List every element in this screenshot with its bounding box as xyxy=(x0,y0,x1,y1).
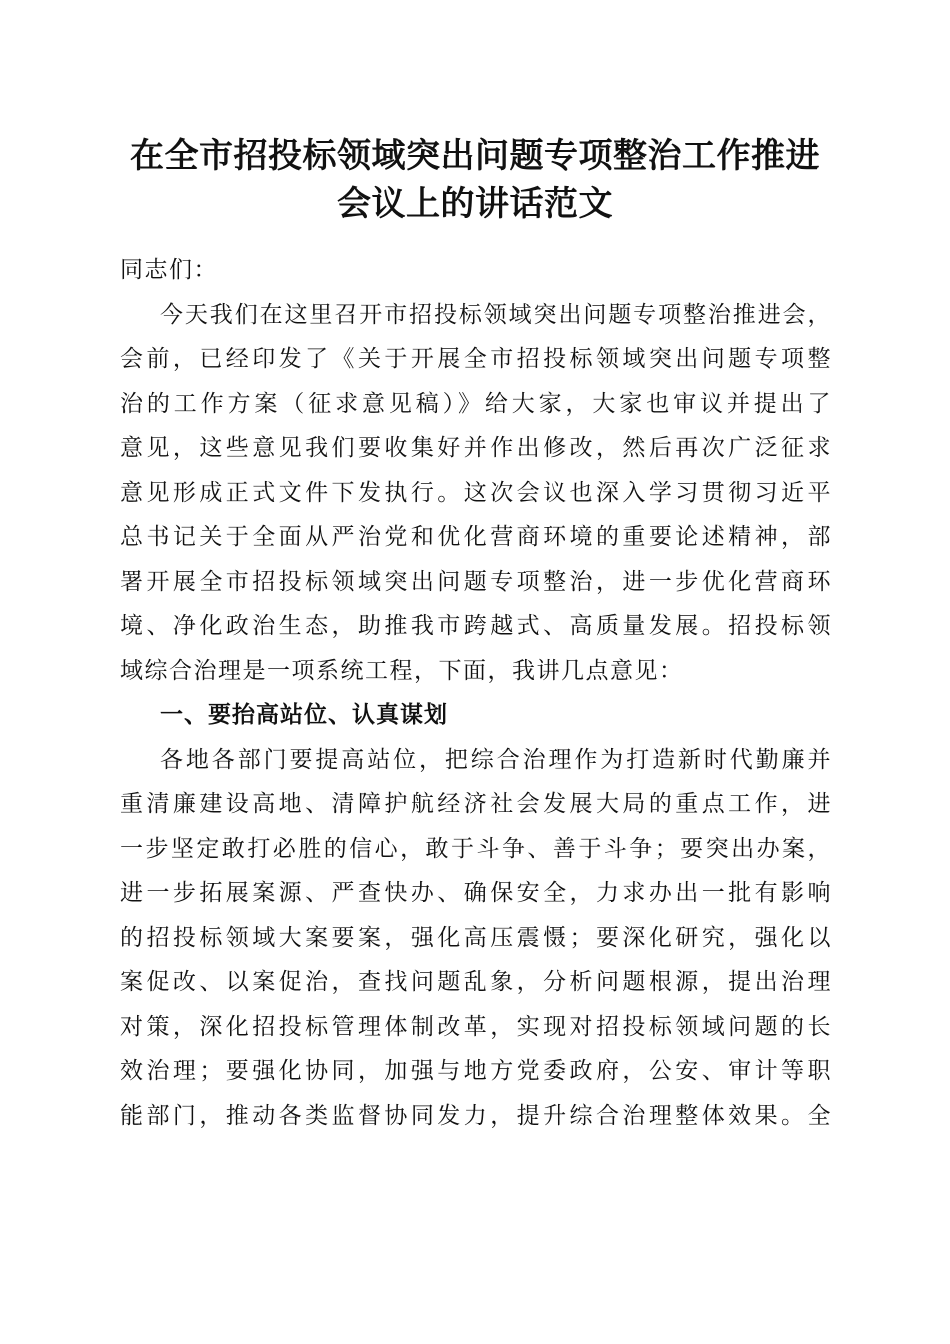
paragraph-line: 署开展全市招投标领域突出问题专项整治，进一步优化营商环 xyxy=(120,568,832,595)
paragraph-line: 今天我们在这里召开市招投标领域突出问题专项整治推进会， xyxy=(160,301,832,328)
intro-paragraph xyxy=(120,293,832,694)
title-line-1: 在全市招投标领域突出问题专项整治工作推进 xyxy=(130,136,820,176)
paragraph-line: 会前，已经印发了《关于开展全市招投标领域突出问题专项整 xyxy=(120,346,832,372)
document-body xyxy=(120,248,832,1138)
paragraph-line: 重清廉建设高地、清障护航经济社会发展大局的重点工作，进 xyxy=(120,791,832,817)
paragraph-line: 效治理；要强化协同，加强与地方党委政府，公安、审计等职 xyxy=(120,1058,832,1084)
paragraph-line: 各地各部门要提高站位，把综合治理作为打造新时代勤廉并 xyxy=(160,746,832,773)
paragraph-line: 总书记关于全面从严治党和优化营商环境的重要论述精神，部 xyxy=(120,524,832,550)
paragraph-line: 进一步拓展案源、严查快办、确保安全，力求办出一批有影响 xyxy=(120,880,832,906)
paragraph-line: 案促改、以案促治，查找问题乱象，分析问题根源，提出治理 xyxy=(120,969,832,995)
paragraph-line: 对策，深化招投标管理体制改革，实现对招投标领域问题的长 xyxy=(120,1013,832,1040)
paragraph-line: 治的工作方案（征求意见稿）》给大家，大家也审议并提出了 xyxy=(120,390,832,417)
paragraph-line: 意见形成正式文件下发执行。这次会议也深入学习贯彻习近平 xyxy=(120,479,832,506)
paragraph-line: 域综合治理是一项系统工程，下面，我讲几点意见： xyxy=(120,657,684,684)
section-1-paragraph xyxy=(120,738,832,1139)
paragraph-line: 能部门，推动各类监督协同发力，提升综合治理整体效果。全 xyxy=(120,1102,832,1129)
paragraph-line: 一步坚定敢打必胜的信心，敢于斗争、善于斗争；要突出办案， xyxy=(120,835,832,862)
section-heading-1: 一、要抬高站位、认真谋划 xyxy=(160,702,448,728)
salutation: 同志们： xyxy=(120,257,218,283)
paragraph-line: 意见，这些意见我们要收集好并作出修改，然后再次广泛征求 xyxy=(120,435,832,461)
title-line-2: 会议上的讲话范文 xyxy=(337,184,613,224)
paragraph-line: 境、净化政治生态，助推我市跨越式、高质量发展。招投标领 xyxy=(120,613,832,639)
paragraph-line: 的招投标领域大案要案，强化高压震慑；要深化研究，强化以 xyxy=(120,924,832,951)
document-title xyxy=(100,132,850,228)
